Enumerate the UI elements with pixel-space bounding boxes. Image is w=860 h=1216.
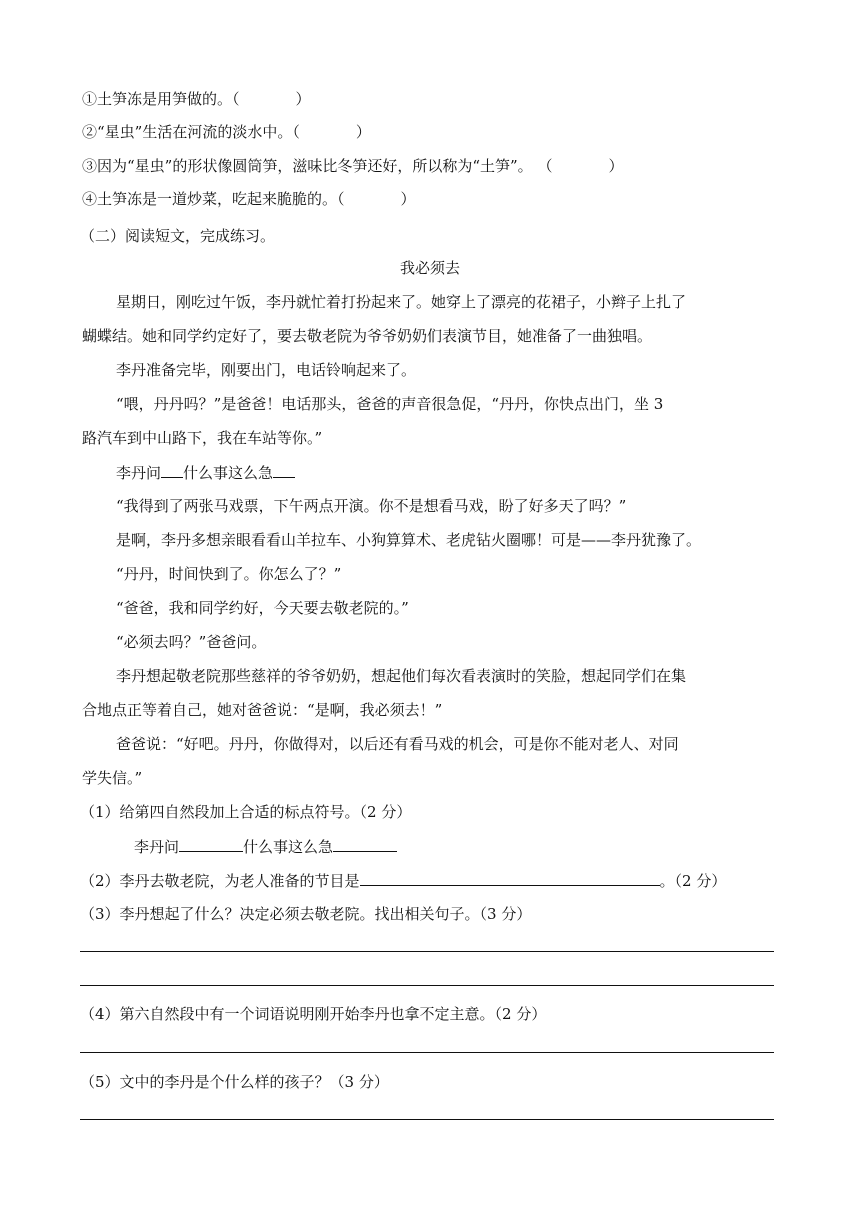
close-paren: ） xyxy=(400,190,416,208)
close-paren: ） xyxy=(355,123,371,141)
answer-line[interactable] xyxy=(80,985,774,986)
paragraph-3-line-1: “喂，丹丹吗？”是爸爸！电话那头，爸爸的声音很急促，“丹丹，你快点出门，坐 3 xyxy=(116,395,664,413)
question-4: （4）第六自然段中有一个词语说明刚开始李丹也拿不定主意。（2 分） xyxy=(80,1005,547,1023)
punctuation-blank[interactable] xyxy=(161,462,183,478)
paragraph-11-line-2: 学失信。” xyxy=(82,769,143,787)
paragraph-10-line-1: 李丹想起敬老院那些慈祥的爷爷奶奶，想起他们每次看表演时的笑脸，想起同学们在集 xyxy=(116,667,687,685)
paragraph-1-line-1: 星期日，刚吃过午饭，李丹就忙着打扮起来了。她穿上了漂亮的花裙子，小辫子上扎了 xyxy=(116,293,687,311)
answer-line[interactable] xyxy=(80,1119,774,1120)
paragraph-6: 是啊，李丹多想亲眼看看山羊拉车、小狗算算术、老虎钻火圈哪！可是——李丹犹豫了。 xyxy=(116,531,702,549)
paragraph-11-line-1: 爸爸说：“好吧。丹丹，你做得对，以后还有看马戏的机会，可是你不能对老人、对同 xyxy=(116,735,679,753)
story-title: 我必须去 xyxy=(399,259,460,277)
punctuation-blank[interactable] xyxy=(273,462,295,478)
paragraph-9: “必须去吗？”爸爸问。 xyxy=(116,633,267,651)
close-paren: ） xyxy=(608,157,624,175)
question-2 xyxy=(80,870,790,891)
answer-line[interactable] xyxy=(80,1052,774,1053)
judge-item-1 xyxy=(82,89,774,109)
section-heading: （二）阅读短文，完成练习。 xyxy=(80,227,276,245)
judge-item-text: ①土笋冻是用笋做的。（ xyxy=(82,90,240,108)
q1-text-a: 李丹问 xyxy=(134,838,180,856)
paragraph-4-text-a: 李丹问 xyxy=(116,464,162,482)
judge-item-text: ③因为“星虫”的形状像圆筒笋，滋味比冬笋还好，所以称为“土笋”。 （ xyxy=(82,157,553,175)
paragraph-2: 李丹准备完毕，刚要出门，电话铃响起来了。 xyxy=(116,361,417,379)
paragraph-7: “丹丹，时间快到了。你怎么了？” xyxy=(116,565,342,583)
punctuation-blank[interactable] xyxy=(333,836,397,852)
judge-item-2 xyxy=(82,122,774,142)
paragraph-1-line-2: 蝴蝶结。她和同学约定好了，要去敬老院为爷爷奶奶们表演节目，她准备了一曲独唱。 xyxy=(82,327,653,345)
close-paren: ） xyxy=(295,90,311,108)
judge-item-3 xyxy=(82,156,774,176)
question-1: （1）给第四自然段加上合适的标点符号。（2 分） xyxy=(80,803,412,821)
question-5: （5）文中的李丹是个什么样的孩子？（3 分） xyxy=(80,1073,389,1091)
q2-text-a: （2）李丹去敬老院，为老人准备的节目是 xyxy=(80,872,360,890)
paragraph-5: “我得到了两张马戏票，下午两点开演。你不是想看马戏，盼了好多天了吗？” xyxy=(116,497,627,515)
judge-item-text: ②“星虫”生活在河流的淡水中。（ xyxy=(82,123,300,141)
q2-text-b: 。（2 分） xyxy=(659,872,727,890)
judge-item-text: ④土笋冻是一道炒菜，吃起来脆脆的。（ xyxy=(82,190,345,208)
question-3: （3）李丹想起了什么？决定必须去敬老院。找出相关句子。（3 分） xyxy=(80,905,532,923)
paragraph-4 xyxy=(82,462,774,483)
answer-blank[interactable] xyxy=(360,870,660,886)
punctuation-blank[interactable] xyxy=(179,836,243,852)
paragraph-10-line-2: 合地点正等着自己，她对爸爸说：“是啊，我必须去！” xyxy=(82,701,443,719)
question-1-answer-line xyxy=(134,836,774,857)
answer-line[interactable] xyxy=(80,951,774,952)
judge-item-4 xyxy=(82,189,774,209)
q1-text-b: 什么事这么急 xyxy=(243,838,334,856)
paragraph-3-line-2: 路汽车到中山路下，我在车站等你。” xyxy=(82,429,323,447)
paragraph-8: “爸爸，我和同学约好，今天要去敬老院的。” xyxy=(116,599,409,617)
paragraph-4-text-b: 什么事这么急 xyxy=(183,464,274,482)
